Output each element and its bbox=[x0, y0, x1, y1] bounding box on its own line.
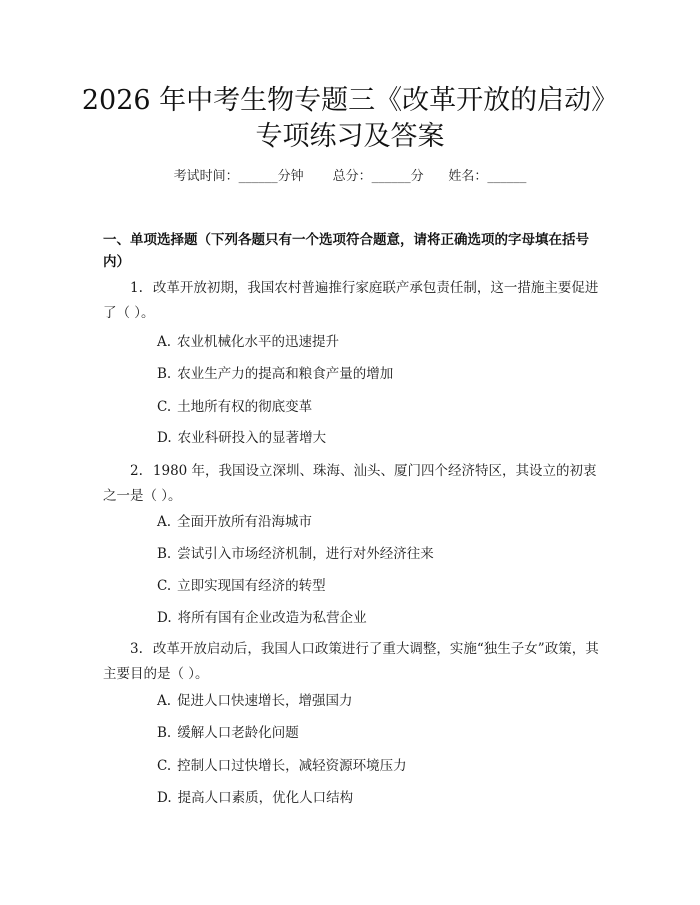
option-text: 控制人口过快增长，减轻资源环境压力 bbox=[177, 758, 407, 774]
exam-time-unit: 分钟 bbox=[277, 169, 304, 184]
option-text: 将所有国有企业改造为私营企业 bbox=[177, 610, 367, 626]
question-text: 改革开放启动后，我国人口政策进行了重大调整，实施“独生子女”政策，其主要目的是（ ）。 bbox=[103, 641, 599, 682]
question-3 bbox=[103, 637, 603, 687]
option-text: 农业生产力的提高和粮食产量的增加 bbox=[177, 366, 394, 382]
option-text: 立即实现国有经济的转型 bbox=[177, 578, 326, 594]
option-letter: D. bbox=[157, 610, 172, 626]
option-letter: A. bbox=[157, 514, 172, 530]
question-2-option-a bbox=[157, 512, 607, 532]
exam-time-blank: ______ bbox=[238, 169, 278, 184]
exam-info-line bbox=[0, 168, 700, 186]
exam-time-label: 考试时间： bbox=[173, 169, 239, 184]
option-letter: D. bbox=[157, 430, 172, 446]
question-2-option-c bbox=[157, 576, 607, 596]
option-text: 尝试引入市场经济机制，进行对外经济往来 bbox=[177, 546, 434, 562]
option-text: 促进人口快速增长，增强国力 bbox=[177, 693, 353, 709]
question-number: 2. bbox=[130, 463, 143, 479]
option-letter: B. bbox=[157, 546, 172, 562]
question-2-option-b bbox=[157, 544, 607, 564]
question-1-option-d bbox=[157, 428, 607, 448]
option-text: 提高人口素质，优化人口结构 bbox=[177, 790, 354, 806]
option-letter: C. bbox=[157, 399, 172, 415]
question-2 bbox=[103, 459, 603, 509]
question-number: 1. bbox=[130, 280, 143, 296]
question-1-option-b bbox=[157, 364, 607, 384]
option-letter: A. bbox=[157, 693, 172, 709]
student-name-label: 姓名： bbox=[448, 169, 488, 184]
option-text: 农业科研投入的显著增大 bbox=[177, 430, 327, 446]
total-score-blank: ______ bbox=[371, 169, 411, 184]
option-text: 农业机械化水平的迅速提升 bbox=[177, 334, 340, 350]
option-letter: C. bbox=[157, 758, 172, 774]
option-letter: D. bbox=[157, 790, 172, 806]
total-score-label: 总分： bbox=[332, 169, 372, 184]
question-number: 3. bbox=[130, 641, 143, 657]
question-2-option-d bbox=[157, 608, 607, 628]
option-letter: A. bbox=[157, 334, 172, 350]
option-letter: B. bbox=[157, 725, 172, 741]
question-3-option-b bbox=[157, 723, 607, 743]
document-title-line-1: 2026 年中考生物专题三《改革开放的启动》 bbox=[81, 85, 619, 116]
question-text: 1980 年，我国设立深圳、珠海、汕头、厦门四个经济特区，其设立的初衷之一是（ ）。 bbox=[103, 463, 597, 504]
option-text: 全面开放所有沿海城市 bbox=[177, 514, 313, 530]
question-3-option-a bbox=[157, 691, 607, 711]
question-3-option-c bbox=[157, 756, 607, 776]
option-text: 缓解人口老龄化问题 bbox=[177, 725, 299, 741]
question-1-option-a bbox=[157, 332, 607, 352]
total-score-unit: 分 bbox=[410, 169, 424, 184]
option-text: 土地所有权的彻底变革 bbox=[177, 399, 313, 415]
student-name-blank: ______ bbox=[487, 169, 527, 184]
question-3-option-d bbox=[157, 788, 607, 808]
document-title-line-2: 专项练习及答案 bbox=[255, 121, 445, 152]
question-text: 改革开放初期，我国农村普遍推行家庭联产承包责任制，这一措施主要促进了（ ）。 bbox=[103, 280, 599, 321]
section-heading: 一、单项选择题（下列各题只有一个选项符合题意，请将正确选项的字母填在括号内） bbox=[103, 232, 589, 270]
option-letter: C. bbox=[157, 578, 172, 594]
question-1 bbox=[103, 276, 603, 326]
option-letter: B. bbox=[157, 366, 172, 382]
question-1-option-c bbox=[157, 397, 607, 417]
